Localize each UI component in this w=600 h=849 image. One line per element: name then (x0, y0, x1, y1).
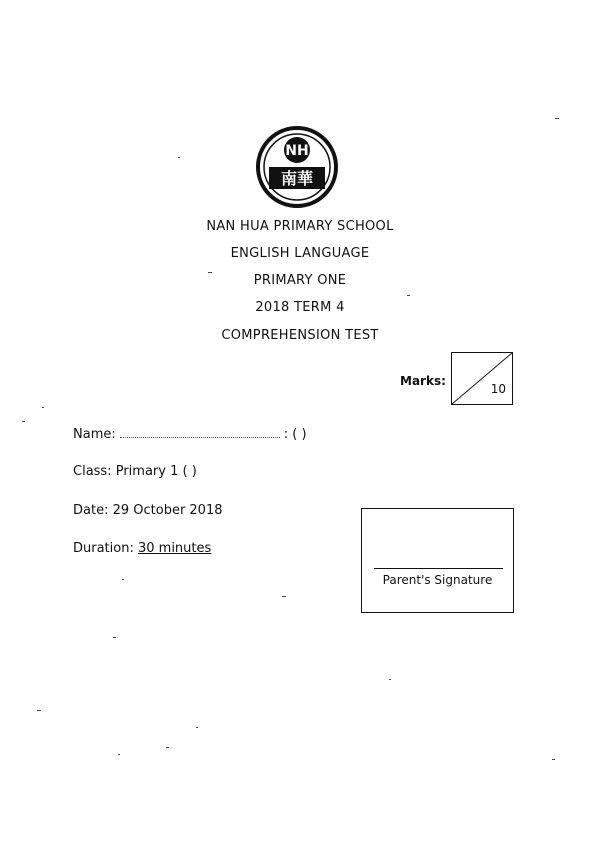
scan-speck (552, 759, 555, 760)
term-title: 2018 TERM 4 (255, 300, 345, 315)
register-number-bracket: : ( ) (283, 427, 307, 442)
school-logo (255, 125, 339, 209)
subject-title: ENGLISH LANGUAGE (230, 246, 370, 261)
level-title: PRIMARY ONE (253, 273, 347, 288)
class-field: Class: Primary 1 ( ) (73, 464, 197, 479)
duration-value: 30 minutes (137, 541, 212, 556)
duration-label: Duration: (73, 541, 138, 556)
name-field (73, 427, 307, 442)
marks-label: Marks: (400, 374, 446, 388)
duration-field (73, 541, 211, 556)
signature-line (374, 568, 503, 569)
scan-speck (122, 579, 124, 580)
signature-label: Parent's Signature (382, 573, 493, 587)
scan-speck (555, 118, 559, 119)
scan-speck (407, 295, 410, 296)
svg-text:南華: 南華 (280, 169, 314, 188)
marks-box (451, 352, 513, 405)
date-field: Date: 29 October 2018 (73, 503, 223, 518)
paper-title: COMPREHENSION TEST (221, 328, 379, 343)
scan-speck (196, 727, 198, 728)
marks-total: 10 (490, 382, 506, 396)
scan-speck (113, 637, 116, 638)
name-blank-line (120, 427, 280, 438)
scan-speck (118, 754, 120, 755)
scan-speck (42, 407, 44, 408)
svg-text:NH: NH (285, 143, 309, 159)
scan-speck (37, 710, 41, 711)
scan-speck (282, 596, 286, 597)
scan-speck (166, 747, 169, 748)
school-name: NAN HUA PRIMARY SCHOOL (206, 219, 394, 234)
parent-signature-box (361, 508, 514, 613)
scan-speck (178, 157, 180, 158)
scan-speck (208, 272, 212, 273)
scan-speck (22, 421, 25, 422)
scan-speck (389, 679, 391, 680)
name-label: Name: (73, 427, 116, 442)
